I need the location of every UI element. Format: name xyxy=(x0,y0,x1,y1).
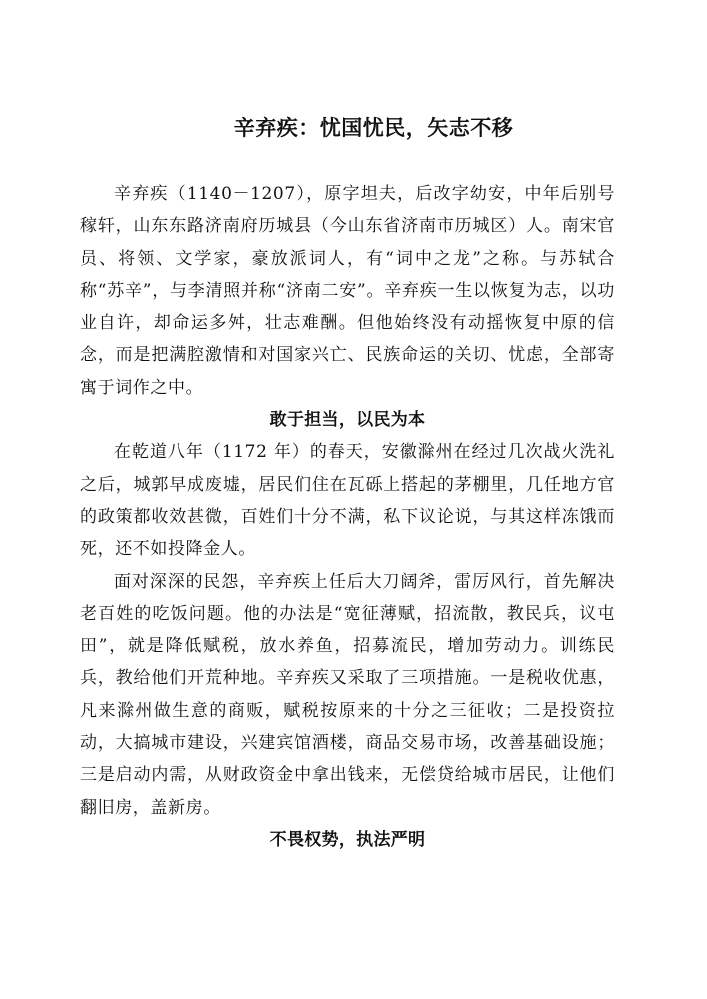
document-title: 辛弃疾：忧国忧民，矢志不移 xyxy=(233,116,514,140)
section-heading-law: 不畏权势，执法严明 xyxy=(269,829,426,850)
measures-paragraph: 面对深深的民怨，辛弃疾上任后大刀阔斧，雷厉风行，首先解决老百姓的吃饭问题。他的办法是“宽征薄赋，招流散，教民兵，议屯田”，就是降低赋税，放水养鱼，招募流民，增加劳动力。训练民兵，教给他们开荒种地。辛弃疾又采取了三项措施。一是税收优惠，凡来滁州做生意的商贩，赋税按原来的十分之三征收；二是投资拉动，大搞城市建设，兴建宾馆酒楼，商品交易市场，改善基础设施；三是启动内需，从财政资金中拿出钱来，无偿贷给城市居民，让他们翻旧房，盖新房。 xyxy=(80,571,615,818)
chuzhou-paragraph: 在乾道八年（1172 年）的春天，安徽滁州在经过几次战火洗礼之后，城郭早成废墟，居民们住在瓦砾上搭起的茅棚里，几任地方官的政策都收效甚微，百姓们十分不满，私下议论说，与其这样冻饿而死，还不如投降金人。 xyxy=(80,442,615,560)
section-heading-responsibility: 敢于担当，以民为本 xyxy=(269,410,426,431)
intro-paragraph: 辛弃疾（1140－1207），原字坦夫，后改字幼安，中年后别号稼轩，山东东路济南府历城县（今山东省济南市历城区）人。南宋官员、将领、文学家，豪放派词人，有“词中之龙”之称。与苏轼合称“苏辛”，与李清照并称“济南二安”。辛弃疾一生以恢复为志，以功业自许，却命运多舛，壮志难酬。但他始终没有动摇恢复中原的信念，而是把满腔激情和对国家兴亡、民族命运的关切、忧虑，全部寄寓于词作之中。 xyxy=(80,184,615,398)
document-body xyxy=(80,178,615,856)
